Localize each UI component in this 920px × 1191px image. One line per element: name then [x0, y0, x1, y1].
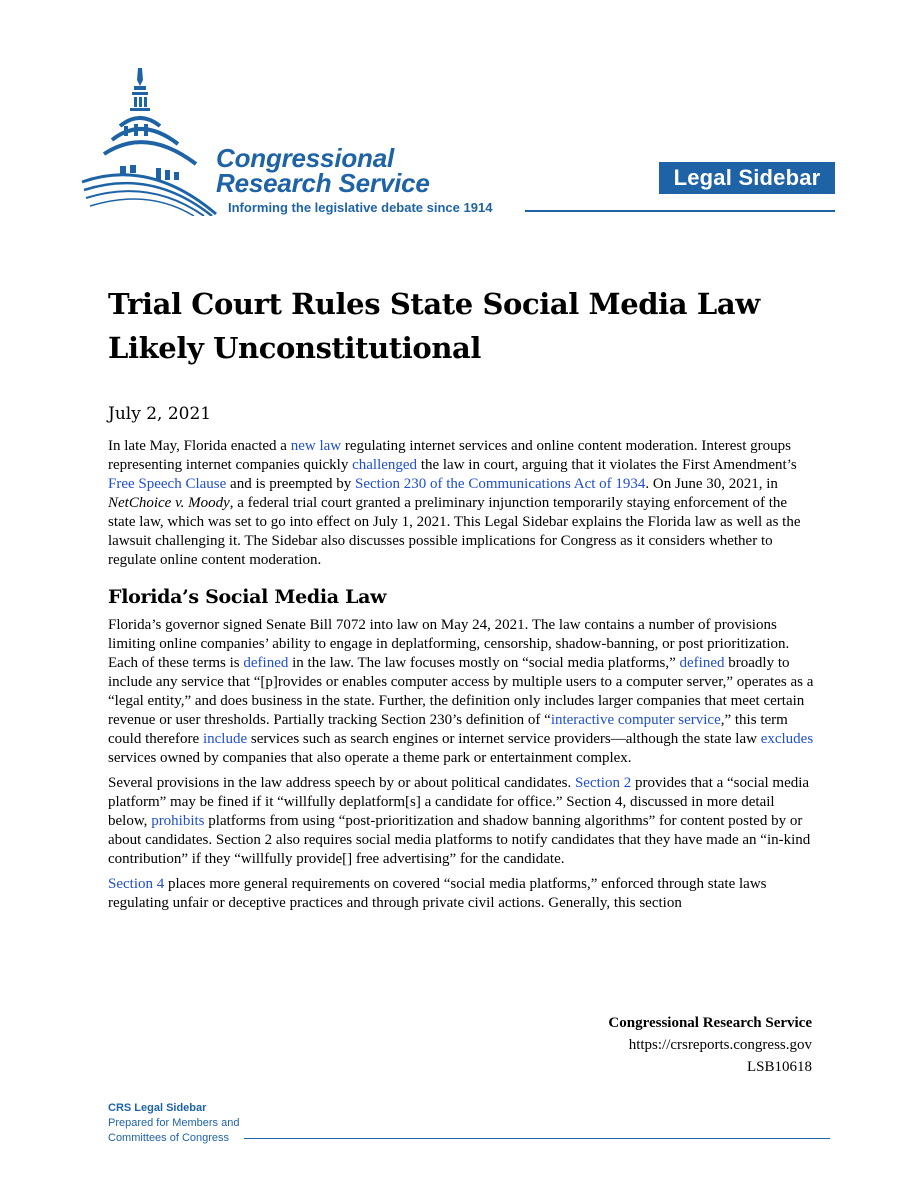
audience-line1: Prepared for Members and	[108, 1117, 240, 1129]
link-prohibits[interactable]: prohibits	[151, 813, 205, 829]
footer-info	[608, 1012, 812, 1078]
org-name-line1: Congressional	[216, 143, 394, 173]
legal-sidebar-badge: Legal Sidebar	[659, 162, 835, 194]
tagline: Informing the legislative debate since 1914	[228, 200, 493, 215]
footer-org: Congressional Research Service	[608, 1015, 812, 1031]
header-rule	[525, 210, 835, 212]
product-label	[108, 1101, 239, 1146]
link-section-4[interactable]: Section 4	[108, 876, 165, 892]
case-name: NetChoice v. Moody	[108, 495, 230, 511]
link-challenged[interactable]: challenged	[352, 457, 418, 473]
organization-name	[216, 143, 430, 198]
capitol-dome-icon	[80, 66, 230, 216]
link-section-2[interactable]: Section 2	[574, 775, 632, 791]
link-new-law[interactable]: new law	[290, 438, 342, 454]
link-include[interactable]: include	[202, 731, 248, 747]
link-interactive-computer-service[interactable]: interactive computer service	[550, 712, 721, 728]
paragraph-section-4: Section 4 places more general requirements on covered “social media platforms,” enforced through state laws regulating unfair or deceptive practices and through private civil actions. Generally, this section	[108, 876, 767, 911]
org-name-line2: Research Service	[216, 168, 430, 198]
link-excludes[interactable]: excludes	[760, 731, 814, 747]
link-section-230[interactable]: Section 230 of the Communications Act of 1934	[355, 476, 646, 492]
publication-date: July 2, 2021	[108, 404, 212, 424]
paragraph-law-overview: Florida’s governor signed Senate Bill 7072 into law on May 24, 2021. The law contains a number of provisions limiting online companies’ ability to engage in deplatforming, censorship, shadow-banning, or post prioritization. Each of these terms is defined in the law. The law focuses mostly on “social media platforms,” defined broadly to include any service that “[p]rovides or enables computer access by multiple users to a computer server,” operates as a “legal entity,” and does business in the state. Further, the definition only includes larger companies that meet certain revenue or user thresholds. Partially tracking Section 230’s definition of “interactive computer service,” this term could therefore include services such as search engines or internet service providers—although the state law excludes services owned by companies that also operate a theme park or entertainment complex.	[108, 617, 814, 766]
paragraph-candidates: Several provisions in the law address speech by or about political candidates. Section 2 provides that a “social media platform” may be fined if it “willfully deplatform[s] a candidate for office.” Section 4, discussed in more detail below, prohibits platforms from using “post-prioritization and shadow banning algorithms” for content posted by or about candidates. Section 2 also requires social media platforms to notify candidates that they have made an “in-kind contribution” if they “willfully provide[] free advertising” for the candidate.	[108, 775, 811, 867]
footer-url[interactable]: https://crsreports.congress.gov	[628, 1037, 812, 1053]
footer-rule	[244, 1138, 830, 1139]
audience-line2: Committees of Congress	[108, 1132, 230, 1144]
product-type: CRS Legal Sidebar	[108, 1102, 207, 1114]
link-defined-terms[interactable]: defined	[243, 655, 289, 671]
footer-report-id: LSB10618	[746, 1059, 812, 1075]
link-free-speech-clause[interactable]: Free Speech Clause	[108, 476, 227, 492]
article-body	[108, 437, 816, 919]
page-title: Trial Court Rules State Social Media Law Likely Unconstitutional	[108, 287, 760, 365]
link-defined-platforms[interactable]: defined	[679, 655, 725, 671]
paragraph-intro: In late May, Florida enacted a new law regulating internet services and online content moderation. Interest groups representing internet companies quickly challenged the law in court, arguing that it violates the First Amendment’s Free Speech Clause and is preempted by Section 230 of the Communications Act of 1934. On June 30, 2021, in NetChoice v. Moody, a federal trial court granted a preliminary injunction temporarily staying enforcement of the state law, which was set to go into effect on July 1, 2021. This Legal Sidebar explains the Florida law as well as the lawsuit challenging it. The Sidebar also discusses possible implications for Congress as it considers whether to regulate online content moderation.	[108, 438, 801, 568]
section-heading: Florida’s Social Media Law	[108, 586, 387, 608]
